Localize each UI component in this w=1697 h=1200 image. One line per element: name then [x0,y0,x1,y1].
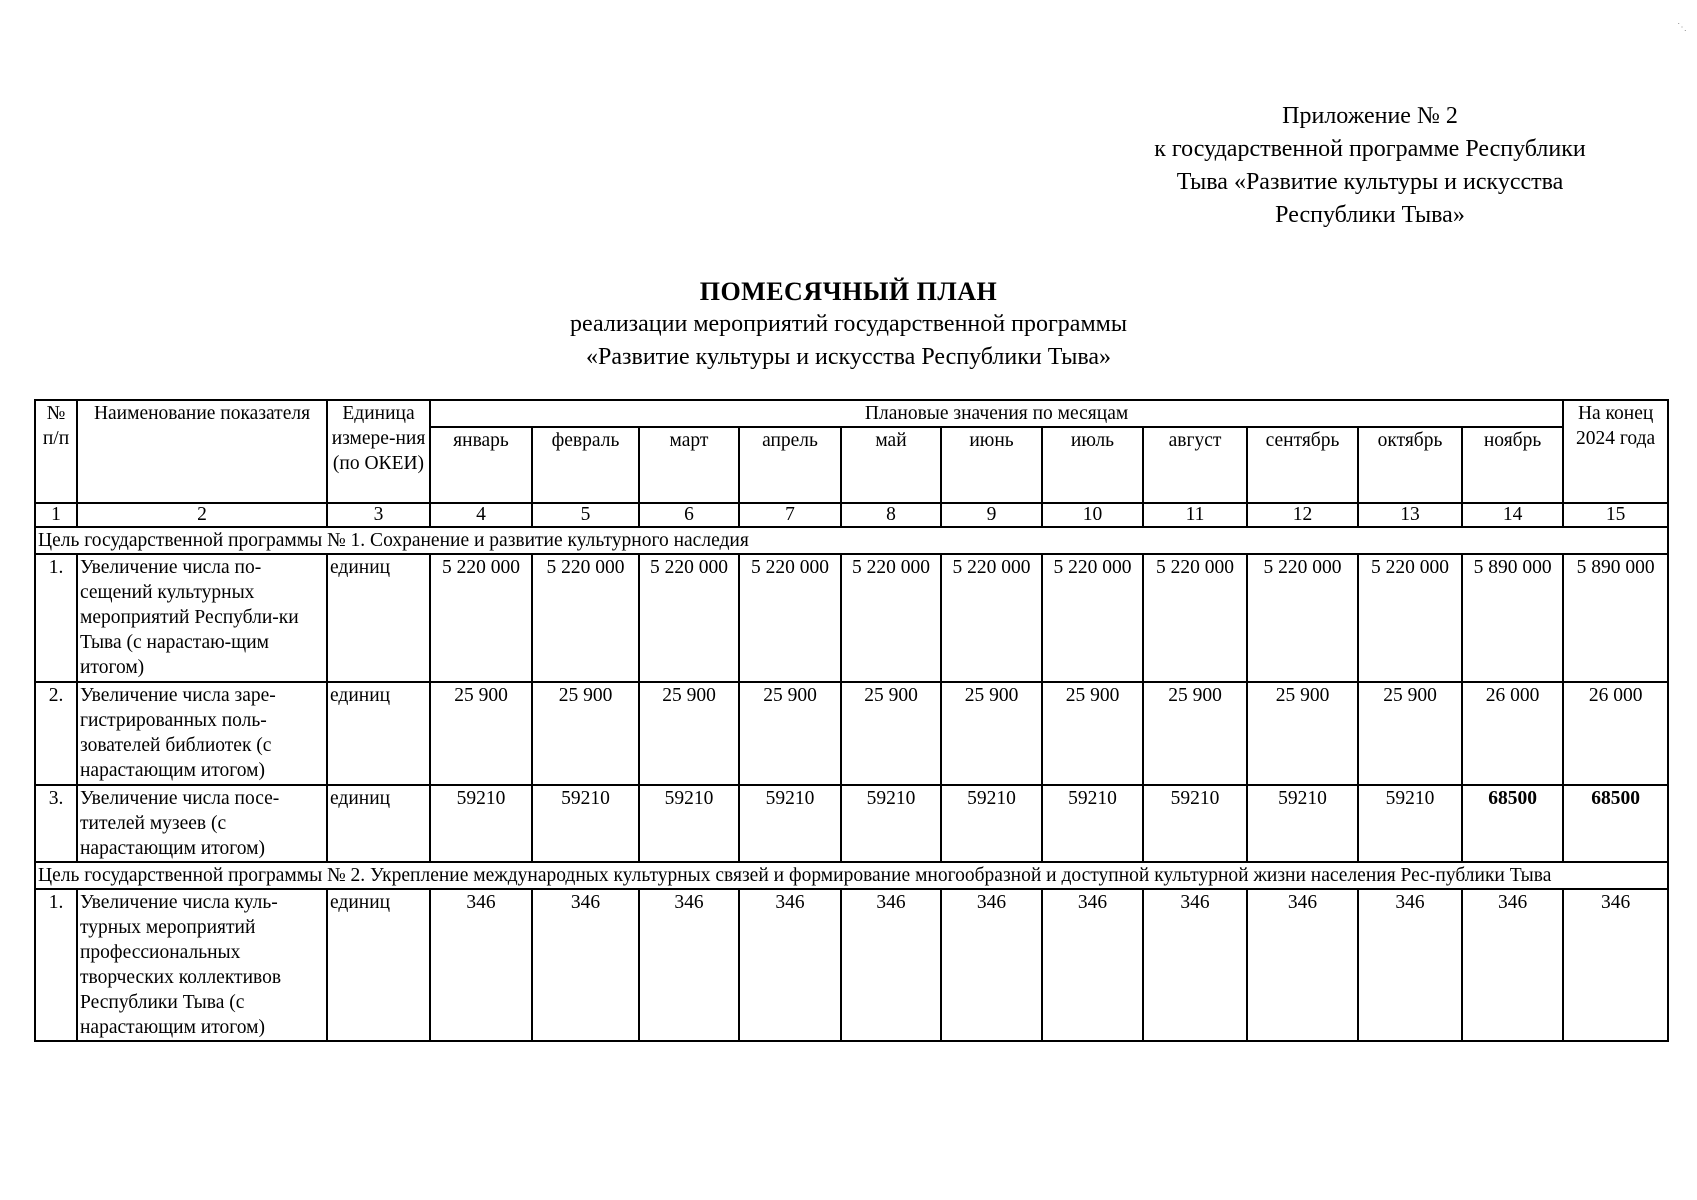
value-cell: 346 [430,889,532,1041]
unit-cell: единиц [327,889,430,1041]
column-index: 7 [739,503,841,527]
document-subtitle-2: «Развитие культуры и искусства Республики Тыва» [586,344,1111,370]
value-cell: 68500 [1462,785,1563,862]
appendix-line-4: Республики Тыва» [1275,202,1465,228]
header-month: ноябрь [1462,427,1563,503]
value-cell: 25 900 [739,682,841,785]
column-index: 11 [1143,503,1247,527]
value-cell: 5 220 000 [1143,554,1247,682]
header-unit: Единица измере-ния (по ОКЕИ) [327,400,430,503]
table-row [35,889,1668,1041]
table-row [35,554,1668,682]
value-cell: 25 900 [1042,682,1143,785]
value-cell: 25 900 [532,682,639,785]
value-cell: 346 [841,889,941,1041]
value-cell: 346 [1358,889,1462,1041]
column-index: 3 [327,503,430,527]
column-index: 12 [1247,503,1358,527]
unit-cell: единиц [327,682,430,785]
value-cell: 5 220 000 [739,554,841,682]
row-num: 3. [35,785,77,862]
column-index: 6 [639,503,739,527]
value-cell: 5 890 000 [1462,554,1563,682]
goal-title: Цель государственной программы № 1. Сохранение и развитие культурного наследия [35,527,1668,554]
value-cell: 346 [532,889,639,1041]
header-month: август [1143,427,1247,503]
value-cell: 59210 [430,785,532,862]
value-cell: 346 [1042,889,1143,1041]
goal-row [35,862,1668,889]
value-cell-end: 68500 [1563,785,1668,862]
row-num: 1. [35,889,77,1041]
header-month: октябрь [1358,427,1462,503]
value-cell: 5 220 000 [532,554,639,682]
appendix-line-2: к государственной программе Республики [1154,136,1586,162]
header-planned-values: Плановые значения по месяцам [430,400,1563,427]
column-index: 8 [841,503,941,527]
indicator-name: Увеличение числа посе-тителей музеев (с нарастающим итогом) [77,785,327,862]
column-index-row [35,503,1668,527]
header-month: сентябрь [1247,427,1358,503]
value-cell: 25 900 [941,682,1042,785]
row-num: 1. [35,554,77,682]
indicator-name: Увеличение числа заре-гистрированных поль-зователей библиотек (с нарастающим итогом) [77,682,327,785]
table-row [35,785,1668,862]
value-cell: 346 [639,889,739,1041]
row-num: 2. [35,682,77,785]
scan-mark: ⋱ [1677,22,1687,33]
value-cell: 59210 [739,785,841,862]
value-cell: 5 220 000 [1358,554,1462,682]
value-cell: 5 220 000 [841,554,941,682]
value-cell: 346 [1143,889,1247,1041]
goal-title: Цель государственной программы № 2. Укрепление международных культурных связей и формирование многообразной и доступной культурной жизни населения Рес-публики Тыва [35,862,1668,889]
column-index: 13 [1358,503,1462,527]
value-cell: 5 220 000 [430,554,532,682]
value-cell: 26 000 [1462,682,1563,785]
value-cell: 5 220 000 [941,554,1042,682]
value-cell: 346 [1462,889,1563,1041]
goal-row [35,527,1668,554]
value-cell: 59210 [841,785,941,862]
column-index: 2 [77,503,327,527]
value-cell: 59210 [532,785,639,862]
value-cell: 346 [739,889,841,1041]
unit-cell: единиц [327,785,430,862]
document-title-block [0,275,1697,374]
header-month: июль [1042,427,1143,503]
table-row [35,682,1668,785]
value-cell: 25 900 [430,682,532,785]
appendix-line-3: Тыва «Развитие культуры и искусства [1176,169,1564,195]
value-cell: 59210 [1247,785,1358,862]
value-cell: 25 900 [841,682,941,785]
header-month: февраль [532,427,639,503]
value-cell: 59210 [941,785,1042,862]
table-body [35,503,1668,1041]
appendix-note [1100,100,1640,232]
value-cell: 5 220 000 [1042,554,1143,682]
value-cell: 25 900 [639,682,739,785]
column-index: 10 [1042,503,1143,527]
header-num: № п/п [35,400,77,503]
value-cell: 59210 [1143,785,1247,862]
header-month: январь [430,427,532,503]
indicator-name: Увеличение числа куль-турных мероприятий профессиональных творческих коллективов Республики Тыва (с нарастающим итогом) [77,889,327,1041]
value-cell: 59210 [639,785,739,862]
value-cell: 59210 [1358,785,1462,862]
column-index: 4 [430,503,532,527]
header-month: май [841,427,941,503]
appendix-line-1: Приложение № 2 [1282,103,1458,129]
value-cell: 25 900 [1358,682,1462,785]
unit-cell: единиц [327,554,430,682]
value-cell: 25 900 [1143,682,1247,785]
value-cell: 5 220 000 [639,554,739,682]
column-index: 9 [941,503,1042,527]
header-month: апрель [739,427,841,503]
column-index: 5 [532,503,639,527]
indicator-name: Увеличение числа по-сещений культурных мероприятий Республи-ки Тыва (с нарастаю-щим итогом) [77,554,327,682]
value-cell: 346 [1247,889,1358,1041]
header-name: Наименование показателя [77,400,327,503]
column-index: 1 [35,503,77,527]
document-title: ПОМЕСЯЧНЫЙ ПЛАН [699,277,998,306]
value-cell-end: 346 [1563,889,1668,1041]
value-cell: 59210 [1042,785,1143,862]
header-month: март [639,427,739,503]
value-cell: 25 900 [1247,682,1358,785]
table-header [35,400,1668,503]
value-cell-end: 26 000 [1563,682,1668,785]
document-subtitle-1: реализации мероприятий государственной программы [570,311,1127,337]
header-end-of-year: На конец 2024 года [1563,400,1668,503]
column-index: 14 [1462,503,1563,527]
value-cell-end: 5 890 000 [1563,554,1668,682]
value-cell: 5 220 000 [1247,554,1358,682]
column-index: 15 [1563,503,1668,527]
value-cell: 346 [941,889,1042,1041]
header-month: июнь [941,427,1042,503]
monthly-plan-table [34,399,1669,1042]
